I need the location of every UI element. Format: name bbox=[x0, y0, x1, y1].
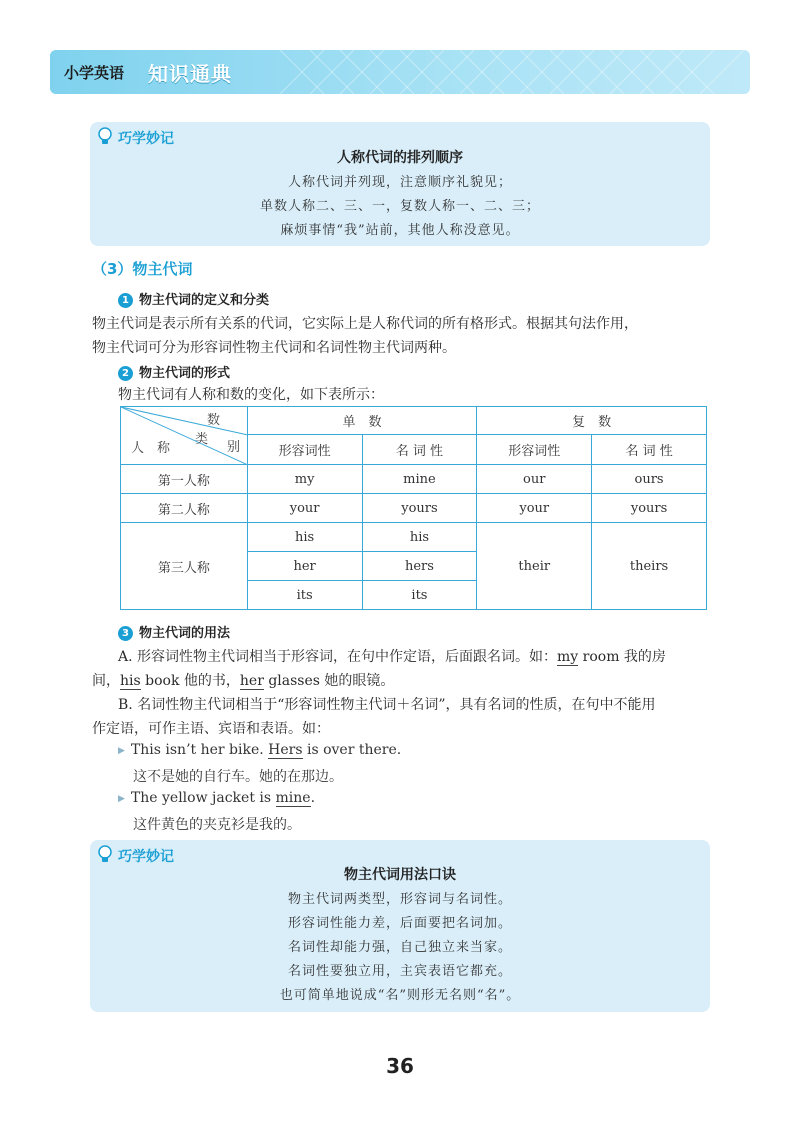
tip-title: 物主代词用法口诀 bbox=[344, 867, 456, 883]
table-cell: my bbox=[247, 465, 362, 494]
diag-label-type: 类 bbox=[195, 432, 209, 447]
diag-label-number: 数 bbox=[207, 413, 221, 428]
example-translation: 这不是她的自行车。她的在那边。 bbox=[133, 769, 343, 785]
subheading-usage bbox=[118, 622, 230, 641]
possessive-pronoun-table bbox=[120, 406, 707, 610]
table-cell: your bbox=[477, 494, 592, 523]
diag-label-type: 别 bbox=[227, 440, 241, 455]
section-heading: （3）物主代词 bbox=[92, 260, 193, 278]
paragraph-line: 物主代词有人称和数的变化，如下表所示： bbox=[118, 387, 384, 403]
diag-label-person: 称 bbox=[157, 441, 171, 456]
tip-line: 也可简单地说成“名”则形无名则“名”。 bbox=[279, 988, 521, 1003]
example-translation: 这件黄色的夹克衫是我的。 bbox=[133, 817, 301, 833]
page-number: 36 bbox=[386, 1054, 414, 1078]
tip-line: 名词性却能力强，自己独立来当家。 bbox=[287, 940, 512, 955]
header-adjective: 形容词性 bbox=[477, 435, 592, 465]
header-singular: 单 数 bbox=[247, 407, 477, 435]
paragraph-line bbox=[92, 670, 394, 690]
tip-line: 名词性要独立用，主宾表语它都充。 bbox=[287, 964, 512, 979]
tip-line: 麻烦事情“我”站前，其他人称没意见。 bbox=[280, 223, 520, 238]
table-cell: theirs bbox=[592, 523, 707, 610]
text-run: is over there. bbox=[302, 742, 402, 758]
triangle-bullet-icon: ▶ bbox=[118, 746, 125, 756]
tip-line: 单数人称二、三、一，复数人称一、二、三； bbox=[259, 199, 540, 214]
table-cell: her bbox=[247, 552, 362, 581]
table-cell: his bbox=[247, 523, 362, 552]
paragraph-line: 作定语，可作主语、宾语和表语。如： bbox=[92, 721, 330, 737]
number-badge: 2 bbox=[118, 366, 133, 381]
text-run: 间， bbox=[92, 673, 120, 689]
person-cell: 第一人称 bbox=[121, 465, 248, 494]
paragraph-line: B. 名词性物主代词相当于“形容词性物主代词＋名词”，具有名词的性质，在句中不能用 bbox=[118, 697, 656, 713]
text-run: . bbox=[310, 790, 316, 806]
tip-line: 人称代词并列现，注意顺序礼貌见； bbox=[287, 175, 512, 190]
table-cell: our bbox=[477, 465, 592, 494]
table-cell: his bbox=[362, 523, 477, 552]
subheading-text: 物主代词的定义和分类 bbox=[139, 293, 270, 308]
underlined-word: Hers bbox=[268, 742, 303, 758]
table-row bbox=[121, 465, 707, 494]
text-run: book 他的书， bbox=[140, 673, 240, 689]
person-cell: 第三人称 bbox=[121, 523, 248, 610]
text-run: glasses 她的眼镜。 bbox=[263, 673, 395, 689]
header-banner bbox=[50, 50, 750, 94]
header-noun: 名 词 性 bbox=[362, 435, 477, 465]
text-run: A. 形容词性物主代词相当于形容词，在句中作定语，后面跟名词。如： bbox=[118, 649, 558, 665]
table-cell: yours bbox=[592, 494, 707, 523]
table-row bbox=[121, 523, 707, 552]
text-run: This isn’t her bike. bbox=[130, 742, 269, 758]
tip-line: 物主代词两类型，形容词与名词性。 bbox=[287, 892, 512, 907]
lightbulb-icon bbox=[96, 844, 114, 864]
table-cell: their bbox=[477, 523, 592, 610]
tip-box-usage bbox=[90, 840, 710, 1012]
tip-title: 人称代词的排列顺序 bbox=[337, 150, 463, 166]
table-cell: yours bbox=[362, 494, 477, 523]
tip-label: 巧学妙记 bbox=[118, 849, 174, 865]
subheading-text: 物主代词的用法 bbox=[139, 626, 231, 641]
subheading-forms bbox=[118, 362, 230, 381]
book-title: 知识通典 bbox=[148, 62, 232, 86]
paragraph-line: 物主代词可分为形容词性物主代词和名词性物主代词两种。 bbox=[92, 340, 456, 356]
triangle-bullet-icon: ▶ bbox=[118, 794, 125, 804]
table-row bbox=[121, 494, 707, 523]
header-adjective: 形容词性 bbox=[247, 435, 362, 465]
table-cell: ours bbox=[592, 465, 707, 494]
header-plural: 复 数 bbox=[477, 407, 707, 435]
tip-line: 形容词性能力差，后面要把名词加。 bbox=[287, 916, 512, 931]
diag-label-person: 人 bbox=[131, 441, 145, 456]
underlined-word: his bbox=[120, 673, 141, 689]
table-cell: your bbox=[247, 494, 362, 523]
text-run: The yellow jacket is bbox=[130, 790, 276, 806]
table-cell: mine bbox=[362, 465, 477, 494]
number-badge: 1 bbox=[118, 293, 133, 308]
underlined-word: mine bbox=[275, 790, 311, 806]
person-cell: 第二人称 bbox=[121, 494, 248, 523]
header-noun: 名 词 性 bbox=[592, 435, 707, 465]
subheading-definition bbox=[118, 289, 269, 308]
underlined-word: my bbox=[557, 649, 579, 665]
diagonal-header-cell bbox=[121, 407, 248, 465]
table-cell: its bbox=[362, 581, 477, 610]
underlined-word: her bbox=[239, 673, 264, 689]
example-sentence bbox=[118, 790, 315, 806]
paragraph-line bbox=[118, 646, 666, 666]
tip-label: 巧学妙记 bbox=[118, 131, 174, 147]
number-badge: 3 bbox=[118, 626, 133, 641]
tip-box-order bbox=[90, 122, 710, 246]
paragraph-line: 物主代词是表示所有关系的代词，它实际上是人称代词的所有格形式。根据其句法作用， bbox=[92, 316, 638, 332]
series-title: 小学英语 bbox=[64, 64, 125, 82]
example-sentence bbox=[118, 742, 401, 758]
table-cell: its bbox=[247, 581, 362, 610]
table-cell: hers bbox=[362, 552, 477, 581]
subheading-text: 物主代词的形式 bbox=[139, 366, 231, 381]
lightbulb-icon bbox=[96, 126, 114, 146]
text-run: room 我的房 bbox=[578, 649, 666, 665]
